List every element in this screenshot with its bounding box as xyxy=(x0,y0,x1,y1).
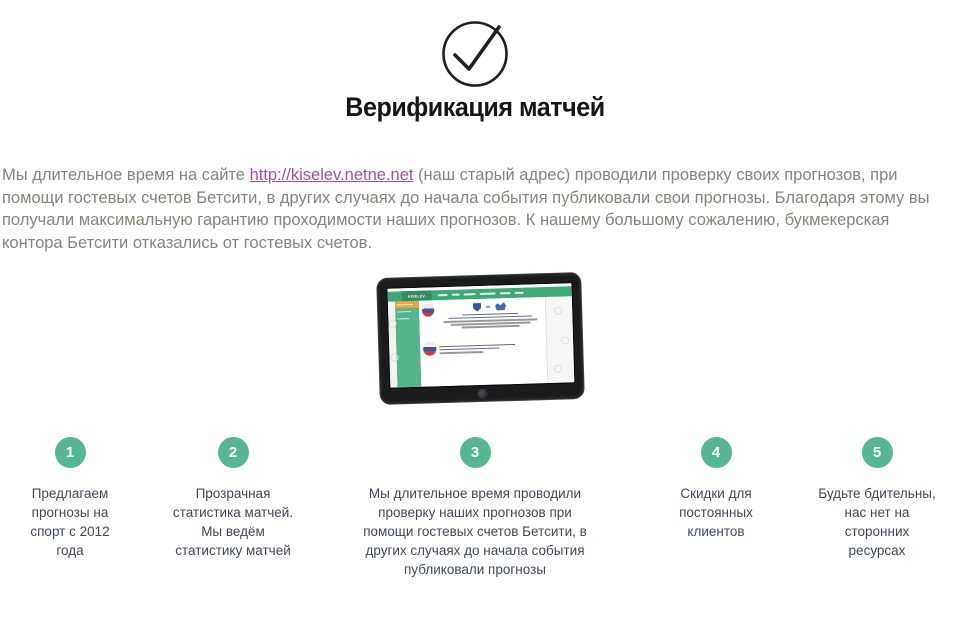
old-site-link[interactable]: http://kiselev.netne.net xyxy=(249,166,414,184)
check-circle-icon xyxy=(433,12,517,96)
tablet-image xyxy=(376,272,585,405)
tablet-site-body xyxy=(388,296,574,387)
feature-item-2 xyxy=(168,437,298,560)
russia-flag-icon xyxy=(422,304,434,316)
tablet-right-margin xyxy=(546,296,575,383)
feature-number-badge: 5 xyxy=(862,437,893,468)
feature-number-badge: 3 xyxy=(460,437,491,468)
tablet-site-logo: KISELEV xyxy=(402,290,432,301)
intro-text-before: Мы длительное время на сайте xyxy=(2,166,250,184)
tablet-screen xyxy=(386,282,575,388)
shield-emblem-icon xyxy=(473,302,481,311)
feature-text: Будьте бдительны, нас нет на сторонних ресурсах xyxy=(818,486,936,558)
eagle-emblem-icon xyxy=(495,302,506,310)
tablet-sidebar xyxy=(395,301,422,388)
tablet-emblems xyxy=(473,301,506,312)
feature-number-badge: 1 xyxy=(55,437,86,468)
feature-item-3 xyxy=(360,437,590,579)
feature-text: Скидки для постоянных клиентов xyxy=(679,486,753,539)
intro-paragraph xyxy=(2,164,950,254)
feature-number-badge: 2 xyxy=(218,437,249,468)
tablet-site-navlinks xyxy=(438,292,524,297)
page-title: Верификация матчей xyxy=(345,92,605,122)
feature-item-4 xyxy=(668,437,764,541)
feature-number-badge: 4 xyxy=(701,437,732,468)
feature-item-1 xyxy=(15,437,125,560)
feature-text: Мы длительное время проводили проверку наших прогнозов при помощи гостевых счетов Бетсити, в других случаях до начала события публиковали прогнозы xyxy=(363,486,587,577)
tablet-home-button xyxy=(477,389,487,399)
russia-flag-icon xyxy=(423,342,436,355)
intro-text-after: (наш старый адрес) проводили проверку своих прогнозов, при помощи гостевых счетов Бетсити, в других случаях до начала события публиковали свои прогнозы. Благодаря этому вы получали максимальную гарантию проходимости наших прогнозов. К нашему большому сожалению, букмекерская контора Бетсити отказались от гостевых счетов. xyxy=(2,166,930,252)
tablet-sidebar-item xyxy=(395,315,419,323)
features-row xyxy=(2,437,948,597)
feature-text: Прозрачная статистика матчей. Мы ведём статистику матчей xyxy=(172,486,294,558)
feature-text: Предлагаем прогнозы на спорт с 2012 года xyxy=(30,486,110,558)
feature-item-5 xyxy=(818,437,936,560)
tablet-content xyxy=(419,297,548,387)
